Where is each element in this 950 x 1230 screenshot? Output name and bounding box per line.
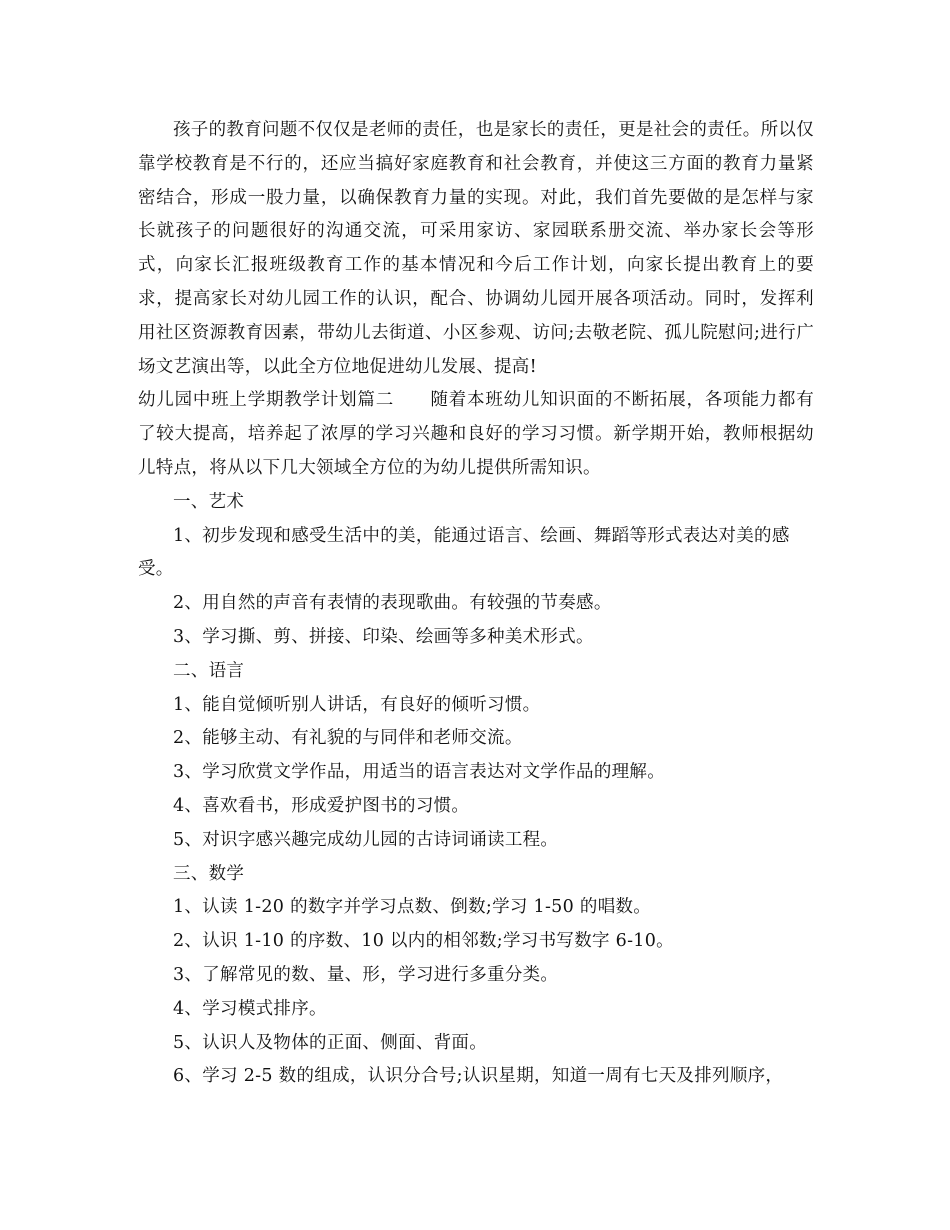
art-item-3: 3、学习撕、剪、拼接、印染、绘画等多种美术形式。 [173,626,594,647]
intro-paragraph: 孩子的教育问题不仅仅是老师的责任，也是家长的责任，更是社会的责任。所以仅靠学校教育是不行的，还应当搞好家庭教育和社会教育，并使这三方面的教育力量紧密结合，形成一股力量，以确保教育力量的实现。对此，我们首先要做的是怎样与家长就孩子的问题很好的沟通交流，可采用家访、家园联系册交流、举办家长会等形式，向家长汇报班级教育工作的基本情况和今后工作计划，向家长提出教育上的要求，提高家长对幼儿园工作的认识，配合、协调幼儿园开展各项活动。同时，发挥利用社区资源教育因素，带幼儿去街道、小区参观、访问;去敬老院、孤儿院慰问;进行广场文艺演出等，以此全方位地促进幼儿发展、提高! [138,120,814,377]
language-item-2: 2、能够主动、有礼貌的与同伴和老师交流。 [173,728,523,749]
math-item-4: 4、学习模式排序。 [173,998,327,1019]
language-item-4: 4、喜欢看书，形成爱护图书的习惯。 [173,795,470,816]
math-item-1: 1、认读 1-20 的数字并学习点数、倒数;学习 1-50 的唱数。 [173,897,652,918]
art-heading: 一、艺术 [173,491,245,512]
section-two-paragraph [138,384,814,485]
math-item-5: 5、认识人及物体的正面、侧面、背面。 [173,1032,488,1053]
language-item-3: 3、学习欣赏文学作品，用适当的语言表达对文学作品的理解。 [173,762,666,783]
document-body [138,114,814,1094]
language-heading: 二、语言 [173,660,245,681]
math-item-2: 2、认识 1-10 的序数、10 以内的相邻数;学习书写数字 6-10。 [173,931,674,952]
math-heading: 三、数学 [173,863,245,884]
section-intro: 随着本班幼儿知识面的不断拓展，各项能力都有了较大提高，培养起了浓厚的学习兴趣和良好的学习习惯。新学期开始，教师根据幼儿特点，将从以下几大领域全方位的为幼儿提供所需知识。 [138,390,814,478]
art-item-2: 2、用自然的声音有表情的表现歌曲。有较强的节奏感。 [173,593,612,614]
language-item-1: 1、能自觉倾听别人讲话，有良好的倾听习惯。 [173,694,541,715]
math-item-6: 6、学习 2-5 数的组成，认识分合号;认识星期，知道一周有七天及排列顺序， [173,1066,784,1087]
section-title: 幼儿园中班上学期教学计划篇二 [138,390,394,411]
language-item-5: 5、对识字感兴趣完成幼儿园的古诗词诵读工程。 [173,829,559,850]
art-item-1: 1、初步发现和感受生活中的美，能通过语言、绘画、舞蹈等形式表达对美的感受。 [138,525,790,580]
math-item-3: 3、了解常见的数、量、形，学习进行多重分类。 [173,964,559,985]
